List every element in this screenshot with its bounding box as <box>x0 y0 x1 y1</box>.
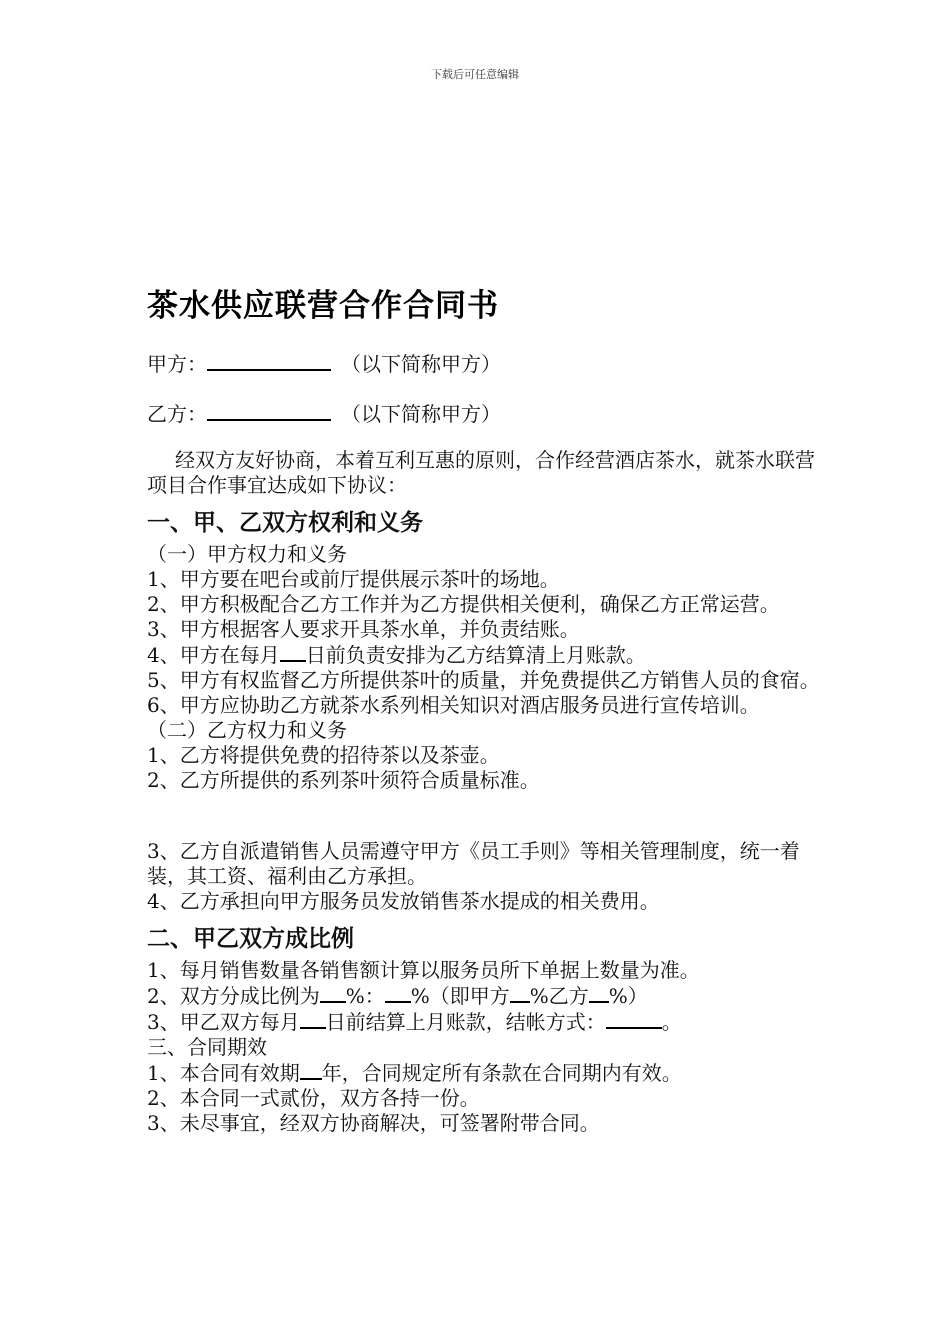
section-1-sub-2: （二）乙方权力和义务 <box>147 718 347 742</box>
contract-body <box>147 448 827 1136</box>
clause-c2-blank-3 <box>510 983 530 1003</box>
clause-c3-part-3: 。 <box>661 1010 682 1034</box>
clause-a6: 6、甲方应协助乙方就茶水系列相关知识对酒店服务员进行宣传培训。 <box>147 693 760 717</box>
clause-c2-part-2: %： <box>345 984 385 1008</box>
clause-c2-blank-2 <box>385 983 411 1003</box>
clause-a2: 2、甲方积极配合乙方工作并为乙方提供相关便利，确保乙方正常运营。 <box>147 592 780 616</box>
party-b-line <box>147 398 501 427</box>
section-1-heading: 一、甲、乙双方权利和义务 <box>147 510 423 536</box>
clause-b1: 1、乙方将提供免费的招待茶以及茶壶。 <box>147 743 500 767</box>
party-b-blank <box>207 401 331 421</box>
clause-a1: 1、甲方要在吧台或前厅提供展示茶叶的场地。 <box>147 567 560 591</box>
clause-c2-part-5: %） <box>608 984 648 1008</box>
clause-d1-post: 年，合同规定所有条款在合同期内有效。 <box>321 1061 682 1085</box>
party-a-line <box>147 348 501 377</box>
clause-c3 <box>147 1009 827 1035</box>
clause-c3-blank-2 <box>606 1009 662 1029</box>
clause-a4-post: 日前负责安排为乙方结算清上月账款。 <box>305 643 646 667</box>
clause-a4 <box>147 642 827 668</box>
section-2-heading: 二、甲乙双方成比例 <box>147 926 354 952</box>
clause-c3-blank-1 <box>300 1009 326 1029</box>
clause-d2: 2、本合同一式贰份，双方各持一份。 <box>147 1086 480 1110</box>
page-gap <box>147 793 827 839</box>
clause-c3-part-2: 日前结算上月账款，结帐方式： <box>325 1010 606 1034</box>
intro-paragraph: 经双方友好协商，本着互利互惠的原则，合作经营酒店茶水，就茶水联营项目合作事宜达成如下协议： <box>147 448 815 497</box>
header-note: 下载后可任意编辑 <box>431 68 519 81</box>
clause-c2 <box>147 983 827 1009</box>
clause-c2-blank-1 <box>320 983 346 1003</box>
party-b-suffix: （以下简称甲方） <box>341 402 501 426</box>
clause-d3: 3、未尽事宜，经双方协商解决，可签署附带合同。 <box>147 1111 600 1135</box>
party-a-label: 甲方： <box>147 352 207 376</box>
clause-b3: 3、乙方自派遣销售人员需遵守甲方《员工手则》等相关管理制度，统一着装，其工资、福利由乙方承担。 <box>147 839 800 888</box>
party-b-label: 乙方： <box>147 402 207 426</box>
clause-c2-part-4: %乙方 <box>529 984 589 1008</box>
section-1-sub-1: （一）甲方权力和义务 <box>147 542 347 566</box>
clause-a4-blank <box>280 642 306 662</box>
party-a-suffix: （以下简称甲方） <box>341 352 501 376</box>
clause-d1-pre: 1、本合同有效期 <box>147 1061 300 1085</box>
section-3-heading: 三、合同期效 <box>147 1035 267 1059</box>
clause-d1-blank <box>300 1060 322 1080</box>
clause-c2-blank-4 <box>589 983 609 1003</box>
clause-a4-pre: 4、甲方在每月 <box>147 643 280 667</box>
clause-d1 <box>147 1060 827 1086</box>
clause-b2: 2、乙方所提供的系列茶叶须符合质量标准。 <box>147 768 540 792</box>
party-a-blank <box>207 351 331 371</box>
document-title: 茶水供应联营合作合同书 <box>147 288 499 324</box>
clause-a5: 5、甲方有权监督乙方所提供茶叶的质量，并免费提供乙方销售人员的食宿。 <box>147 668 820 692</box>
clause-c3-part-1: 3、甲乙双方每月 <box>147 1010 300 1034</box>
clause-a3: 3、甲方根据客人要求开具茶水单，并负责结账。 <box>147 617 580 641</box>
clause-c1: 1、每月销售数量各销售额计算以服务员所下单据上数量为准。 <box>147 958 700 982</box>
clause-b4: 4、乙方承担向甲方服务员发放销售茶水提成的相关费用。 <box>147 889 660 913</box>
clause-c2-part-3: %（即甲方 <box>410 984 510 1008</box>
clause-c2-part-1: 2、双方分成比例为 <box>147 984 320 1008</box>
